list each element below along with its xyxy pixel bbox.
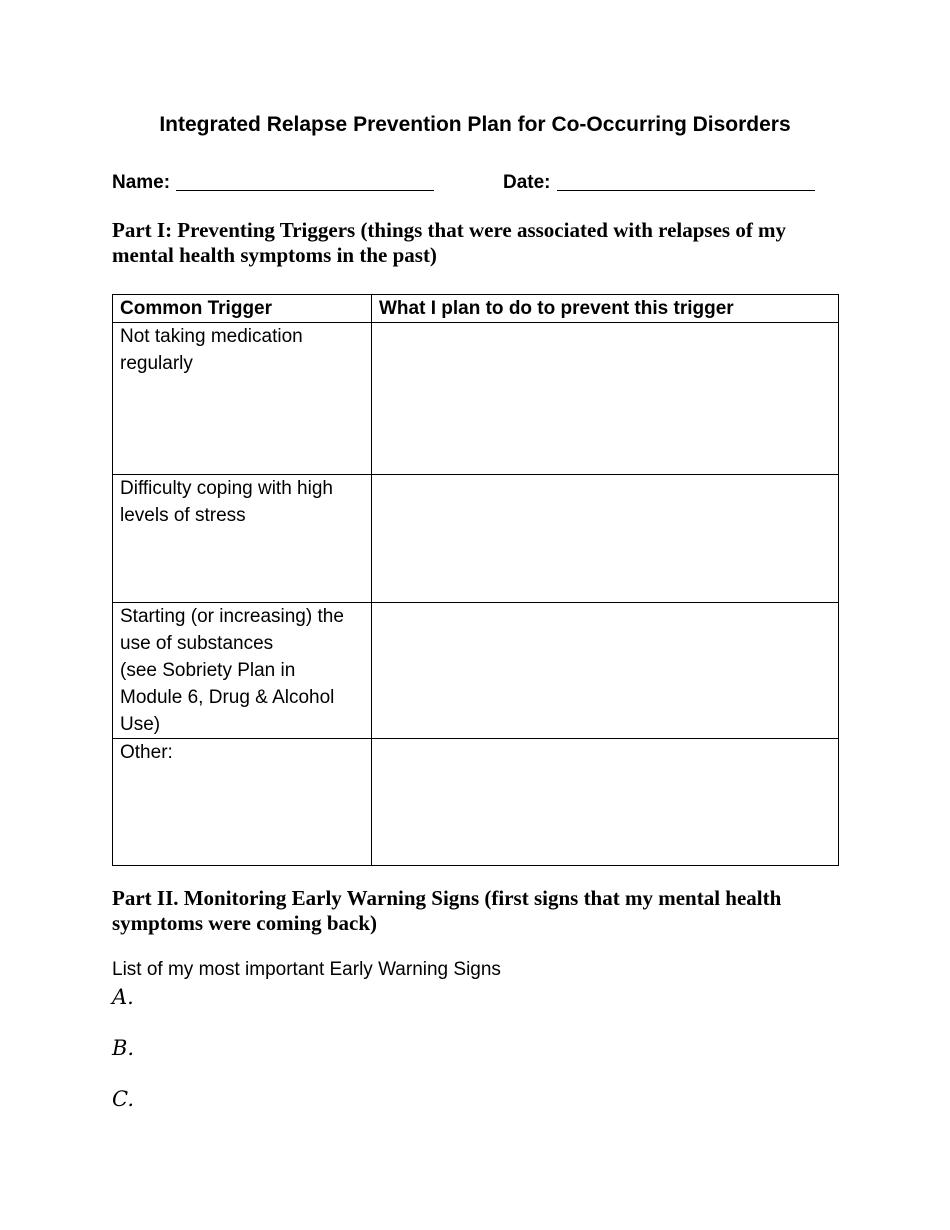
name-field <box>112 170 434 194</box>
name-blank-line[interactable] <box>176 170 434 191</box>
trigger-text: Not taking medication regularly <box>120 326 303 374</box>
column-header-common-trigger: Common Trigger <box>113 295 372 323</box>
table-row <box>113 603 839 739</box>
trigger-cell <box>113 603 372 739</box>
part2-heading: Part II. Monitoring Early Warning Signs (first signs that my mental health symptoms were coming back) <box>112 886 782 935</box>
table-row <box>113 739 839 866</box>
warning-signs-intro: List of my most important Early Warning Signs <box>112 959 501 980</box>
page-title: Integrated Relapse Prevention Plan for Co-Occurring Disorders <box>159 113 791 136</box>
plan-cell[interactable] <box>372 739 839 866</box>
trigger-text: Starting (or increasing) the use of substances (see Sobriety Plan in Module 6, Drug & Alcohol Use) <box>120 606 344 735</box>
trigger-table <box>112 294 839 866</box>
plan-cell[interactable] <box>372 475 839 603</box>
trigger-text: Other: <box>120 742 173 763</box>
trigger-cell <box>113 739 372 866</box>
table-row <box>113 475 839 603</box>
table-header-row <box>113 295 839 323</box>
trigger-text: Difficulty coping with high levels of stress <box>120 478 333 526</box>
plan-cell[interactable] <box>372 603 839 739</box>
plan-cell[interactable] <box>372 323 839 475</box>
part1-heading: Part I: Preventing Triggers (things that were associated with relapses of my mental health symptoms in the past) <box>112 218 787 267</box>
column-header-prevention-plan: What I plan to do to prevent this trigger <box>372 295 839 323</box>
date-label: Date: <box>503 172 551 193</box>
table-row <box>113 323 839 475</box>
warning-sign-item-c: C. <box>112 1087 134 1111</box>
warning-sign-item-b: B. <box>112 1036 135 1060</box>
date-field <box>503 170 815 194</box>
trigger-cell <box>113 475 372 603</box>
trigger-cell <box>113 323 372 475</box>
date-blank-line[interactable] <box>557 170 815 191</box>
name-label: Name: <box>112 172 171 193</box>
warning-sign-item-a: A. <box>112 985 134 1009</box>
